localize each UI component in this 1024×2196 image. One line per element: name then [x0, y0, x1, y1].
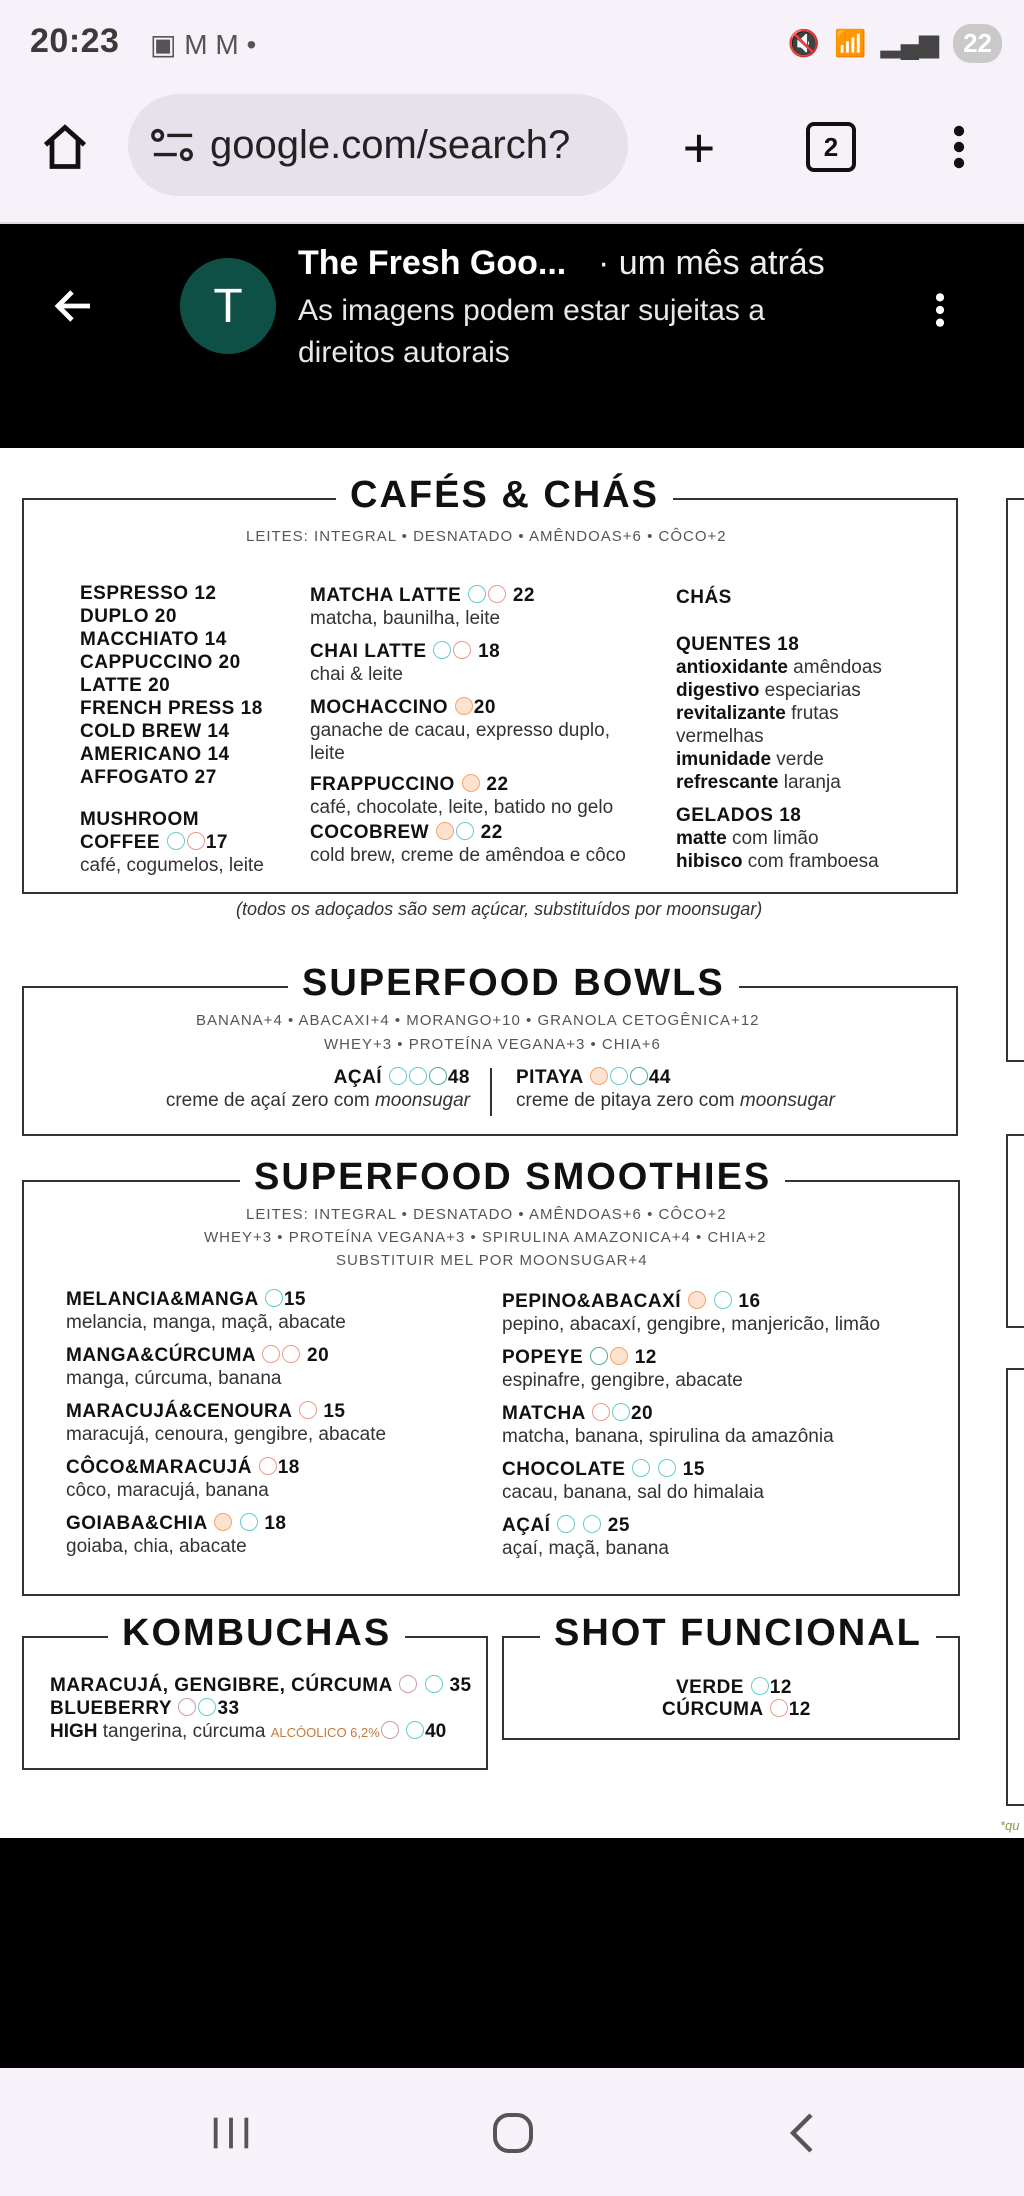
tea-name: revitalizante	[676, 703, 786, 724]
site-settings-icon[interactable]	[150, 125, 196, 165]
menu-image[interactable]	[0, 448, 1024, 1838]
smoothies-moonsugar: SUBSTITUIR MEL POR MOONSUGAR+4	[336, 1252, 648, 1269]
tea-desc: laranja	[778, 772, 841, 793]
new-tab-icon[interactable]: +	[682, 115, 716, 179]
menu-item: DUPLO 20	[80, 606, 177, 627]
menu-item-price: 20	[307, 1345, 330, 1366]
menu-item: CAPPUCCINO 20	[80, 652, 241, 673]
menu-item-price: 20	[473, 697, 496, 718]
menu-item: ESPRESSO 12	[80, 583, 217, 604]
viewer-background	[0, 1838, 1024, 2068]
menu-item-name: HIGH	[50, 1721, 98, 1742]
menu-item-name: MATCHA	[502, 1403, 586, 1424]
kombuchas-title: KOMBUCHAS	[108, 1612, 405, 1655]
dairy-icon	[453, 641, 471, 659]
status-right	[788, 24, 1002, 63]
menu-item-desc: leite	[310, 743, 345, 764]
menu-item-desc: tangerina, cúrcuma	[97, 1721, 271, 1742]
menu-item-name: GOIABA&CHIA	[66, 1513, 207, 1534]
menu-item-name: BLUEBERRY	[50, 1698, 172, 1719]
menu-item-price: 40	[425, 1721, 447, 1742]
bowls-divider	[490, 1068, 492, 1116]
coffee-list	[80, 582, 263, 789]
menu-item-price: 16	[738, 1291, 761, 1312]
sugar-icon	[590, 1067, 608, 1085]
menu-item-desc: côco, maracujá, banana	[66, 1480, 269, 1501]
kombuchas-list	[50, 1674, 472, 1744]
menu-item: FRENCH PRESS 18	[80, 698, 263, 719]
moonsugar-label: moonsugar	[374, 1090, 470, 1111]
status-bar	[0, 0, 1024, 92]
menu-item-name: COCOBREW	[310, 822, 430, 843]
menu-item-price: 17	[205, 832, 228, 853]
dairy-icon	[282, 1345, 300, 1363]
menu-item: MACCHIATO 14	[80, 629, 227, 650]
mute-icon: 🔇	[787, 28, 821, 58]
tabs-button[interactable]	[796, 112, 866, 182]
teas	[676, 586, 882, 873]
bowl-pitaya	[516, 1066, 835, 1112]
menu-item-name: MELANCIA&MANGA	[66, 1289, 259, 1310]
menu-item-price: 12	[634, 1347, 657, 1368]
menu-item-name: POPEYE	[502, 1347, 584, 1368]
menu-item-price: 20	[630, 1403, 654, 1424]
vegan-icon	[610, 1067, 628, 1085]
teas-heading: CHÁS	[676, 587, 732, 608]
address-bar[interactable]	[128, 94, 628, 196]
vegan-icon	[265, 1289, 283, 1307]
source-time: · um mês atrás	[598, 244, 825, 282]
smoothies-addons: WHEY+3 • PROTEÍNA VEGANA+3 • SPIRULINA AMAZONICA+4 • CHIA+2	[204, 1229, 767, 1246]
home-nav-icon[interactable]	[478, 2098, 548, 2168]
cafes-milks: LEITES: INTEGRAL • DESNATADO • AMÊNDOAS+6 • CÔCO+2	[246, 528, 727, 545]
menu-item-name: CÚRCUMA	[662, 1699, 763, 1720]
tea-name: hibisco	[676, 851, 743, 872]
menu-item-price: 12	[769, 1677, 792, 1698]
vegan-icon	[751, 1677, 769, 1695]
menu-item-desc: espinafre, gengibre, abacate	[502, 1370, 743, 1391]
menu-item: LATTE 20	[80, 675, 171, 696]
tea-desc: verde	[771, 749, 824, 770]
vegan-icon	[389, 1067, 407, 1085]
gluten-free-icon	[658, 1459, 676, 1477]
menu-item-desc: goiaba, chia, abacate	[66, 1536, 247, 1557]
plus-icon	[259, 1457, 277, 1475]
copyright-notice: As imagens podem estar sujeitas a direitos autorais	[298, 294, 765, 369]
tea-desc: com framboesa	[742, 851, 879, 872]
sugar-icon	[610, 1347, 628, 1365]
menu-item-price: 18	[478, 641, 501, 662]
menu-item-name: MANGA&CÚRCUMA	[66, 1345, 256, 1366]
sugar-icon	[455, 697, 473, 715]
bowls-addons-2: WHEY+3 • PROTEÍNA VEGANA+3 • CHIA+6	[324, 1036, 661, 1053]
menu-item-price: 44	[648, 1067, 671, 1088]
tea-name: matte	[676, 828, 727, 849]
tea-desc: com limão	[726, 828, 819, 849]
image-viewer-header	[0, 224, 1024, 448]
menu-item-name: MARACUJÁ, GENGIBRE, CÚRCUMA	[50, 1675, 393, 1696]
bowls-title: SUPERFOOD BOWLS	[288, 962, 739, 1005]
menu-item-name: MATCHA LATTE	[310, 585, 462, 606]
menu-item: AMERICANO 14	[80, 744, 230, 765]
tea-desc: amêndoas	[787, 657, 882, 678]
tab-count: 2	[806, 122, 856, 172]
menu-item-desc: manga, cúrcuma, banana	[66, 1368, 282, 1389]
iced-teas-heading: GELADOS 18	[676, 805, 802, 826]
gluten-free-icon	[583, 1515, 601, 1533]
tea-desc: frutas	[785, 703, 839, 724]
cafes-title: CAFÉS & CHÁS	[336, 474, 673, 517]
clock: 20:23	[30, 22, 120, 60]
check-icon	[429, 1067, 447, 1085]
plus-icon	[299, 1401, 317, 1419]
menu-item: COLD BREW 14	[80, 721, 230, 742]
berry-icon	[381, 1721, 399, 1739]
menu-item-price: 15	[682, 1459, 705, 1480]
menu-item-desc: café, chocolate, leite, batido no gelo	[310, 797, 614, 818]
next-panel-edge	[1006, 1368, 1024, 1806]
vegan-icon	[468, 585, 486, 603]
menu-item-desc: melancia, manga, maçã, abacate	[66, 1312, 346, 1333]
menu-item-desc: maracujá, cenoura, gengibre, abacate	[66, 1424, 387, 1445]
menu-item-desc: café, cogumelos, leite	[80, 855, 264, 876]
bowls-addons-1: BANANA+4 • ABACAXI+4 • MORANGO+10 • GRANOLA CETOGÊNICA+12	[196, 1012, 760, 1029]
vegan-icon	[456, 822, 474, 840]
menu-item-price: 25	[607, 1515, 630, 1536]
menu-item-desc: ganache de cacau, expresso duplo,	[310, 720, 610, 741]
tea-desc: vermelhas	[676, 726, 764, 747]
bowl-acai	[150, 1066, 470, 1112]
dairy-icon	[770, 1699, 788, 1717]
menu-item-price: 22	[486, 774, 509, 795]
recent-apps-icon[interactable]	[196, 2098, 266, 2168]
vegan-icon	[240, 1513, 258, 1531]
more-options-icon[interactable]	[924, 112, 994, 182]
smoothies-col-left	[66, 1288, 386, 1558]
home-icon[interactable]	[30, 112, 100, 182]
menu-item-price: 15	[323, 1401, 346, 1422]
menu-item-desc: cacau, banana, sal do himalaia	[502, 1482, 764, 1503]
vegan-icon	[714, 1291, 732, 1309]
next-panel-edge	[1006, 1134, 1024, 1328]
menu-item-price: 35	[449, 1675, 472, 1696]
menu-item-price: 12	[788, 1699, 811, 1720]
back-arrow-icon[interactable]	[44, 276, 104, 336]
menu-item-desc: pepino, abacaxí, gengibre, manjericão, limão	[502, 1314, 881, 1335]
menu-item-desc: chai & leite	[310, 664, 403, 685]
shot-verde	[676, 1676, 792, 1699]
menu-item-name: AÇAÍ	[502, 1515, 551, 1536]
sugar-icon	[462, 774, 480, 792]
moonsugar-label: moonsugar	[739, 1090, 835, 1111]
smoothies-title: SUPERFOOD SMOOTHIES	[240, 1156, 785, 1199]
sugar-icon	[214, 1513, 232, 1531]
smoothies-col-right	[502, 1290, 880, 1560]
menu-item-name: VERDE	[676, 1677, 744, 1698]
menu-item-name: MUSHROOM	[80, 809, 200, 830]
signal-icon: ▂▄▆	[880, 28, 940, 58]
menu-item-name: MOCHACCINO	[310, 697, 448, 718]
alcohol-badge: ALCÓOLICO 6,2%	[270, 1725, 380, 1740]
menu-item-name: PITAYA	[516, 1067, 584, 1088]
notification-icons: ▣ M M •	[150, 29, 257, 60]
tea-name: antioxidante	[676, 657, 788, 678]
dairy-icon	[592, 1403, 610, 1421]
menu-item-name: AÇAÍ	[333, 1067, 383, 1088]
menu-item-name: CÔCO&MARACUJÁ	[66, 1457, 252, 1478]
menu-item-desc: matcha, baunilha, leite	[310, 608, 501, 629]
battery-indicator: 22	[953, 24, 1002, 63]
vegan-icon	[198, 1698, 216, 1716]
sugar-icon	[436, 822, 454, 840]
berry-icon	[178, 1698, 196, 1716]
dairy-icon	[488, 585, 506, 603]
gluten-free-icon	[409, 1067, 427, 1085]
menu-item-desc: creme de açaí zero com	[165, 1090, 370, 1111]
vegan-icon	[612, 1403, 630, 1421]
browser-toolbar	[0, 92, 1024, 224]
vegan-icon	[557, 1515, 575, 1533]
back-nav-icon[interactable]	[766, 2098, 836, 2168]
shot-title: SHOT FUNCIONAL	[540, 1612, 936, 1655]
menu-item-name: MARACUJÁ&CENOURA	[66, 1401, 292, 1422]
plus-icon	[187, 832, 205, 850]
menu-item-desc: matcha, banana, spirulina da amazônia	[502, 1426, 834, 1447]
menu-item-price: 22	[512, 585, 535, 606]
smoothies-milks: LEITES: INTEGRAL • DESNATADO • AMÊNDOAS+6 • CÔCO+2	[246, 1206, 727, 1223]
berry-icon	[399, 1675, 417, 1693]
mushroom-coffee	[80, 808, 264, 877]
menu-item-name: COFFEE	[80, 832, 161, 853]
vegan-icon	[406, 1721, 424, 1739]
menu-item-name: PEPINO&ABACAXÍ	[502, 1291, 682, 1312]
viewer-more-icon[interactable]	[920, 280, 960, 340]
system-nav-bar	[0, 2068, 1024, 2196]
menu-item-desc: creme de pitaya zero com	[516, 1090, 735, 1111]
tea-name: refrescante	[676, 772, 779, 793]
menu-item-price: 15	[283, 1289, 306, 1310]
menu-item-price: 18	[277, 1457, 300, 1478]
source-avatar: T	[180, 258, 276, 354]
check-icon	[630, 1067, 648, 1085]
menu-item-price: 18	[264, 1513, 287, 1534]
vegan-icon	[167, 832, 185, 850]
leaf-icon	[590, 1347, 608, 1365]
next-panel-edge	[1006, 498, 1024, 1062]
menu-item-price: 48	[447, 1067, 470, 1088]
vegan-icon	[433, 641, 451, 659]
vegan-icon	[425, 1675, 443, 1693]
menu-item-price: 33	[217, 1698, 240, 1719]
menu-item-desc: açaí, maçã, banana	[502, 1538, 669, 1559]
sugar-note: (todos os adoçados são sem açúcar, substituídos por moonsugar)	[236, 899, 763, 919]
url-text: google.com/search?	[210, 122, 571, 167]
menu-item-desc: cold brew, creme de amêndoa e côco	[310, 845, 626, 866]
edge-note: *qu	[1000, 1818, 1020, 1833]
tea-name: imunidade	[676, 749, 772, 770]
menu-item-name: CHOCOLATE	[502, 1459, 626, 1480]
plus-icon	[262, 1345, 280, 1363]
menu-item: AFFOGATO 27	[80, 767, 217, 788]
wifi-icon: 📶	[834, 28, 867, 58]
menu-item-price: 22	[480, 822, 503, 843]
hot-teas-heading: QUENTES 18	[676, 634, 800, 655]
shot-curcuma	[662, 1698, 811, 1721]
menu-item-name: CHAI LATTE	[310, 641, 427, 662]
specialty-drinks	[310, 584, 626, 867]
menu-item-name: FRAPPUCCINO	[310, 774, 455, 795]
source-name[interactable]: The Fresh Goo...	[298, 244, 567, 282]
tea-desc: especiarias	[759, 680, 861, 701]
vegan-icon	[632, 1459, 650, 1477]
tea-name: digestivo	[676, 680, 760, 701]
sugar-icon	[688, 1291, 706, 1309]
